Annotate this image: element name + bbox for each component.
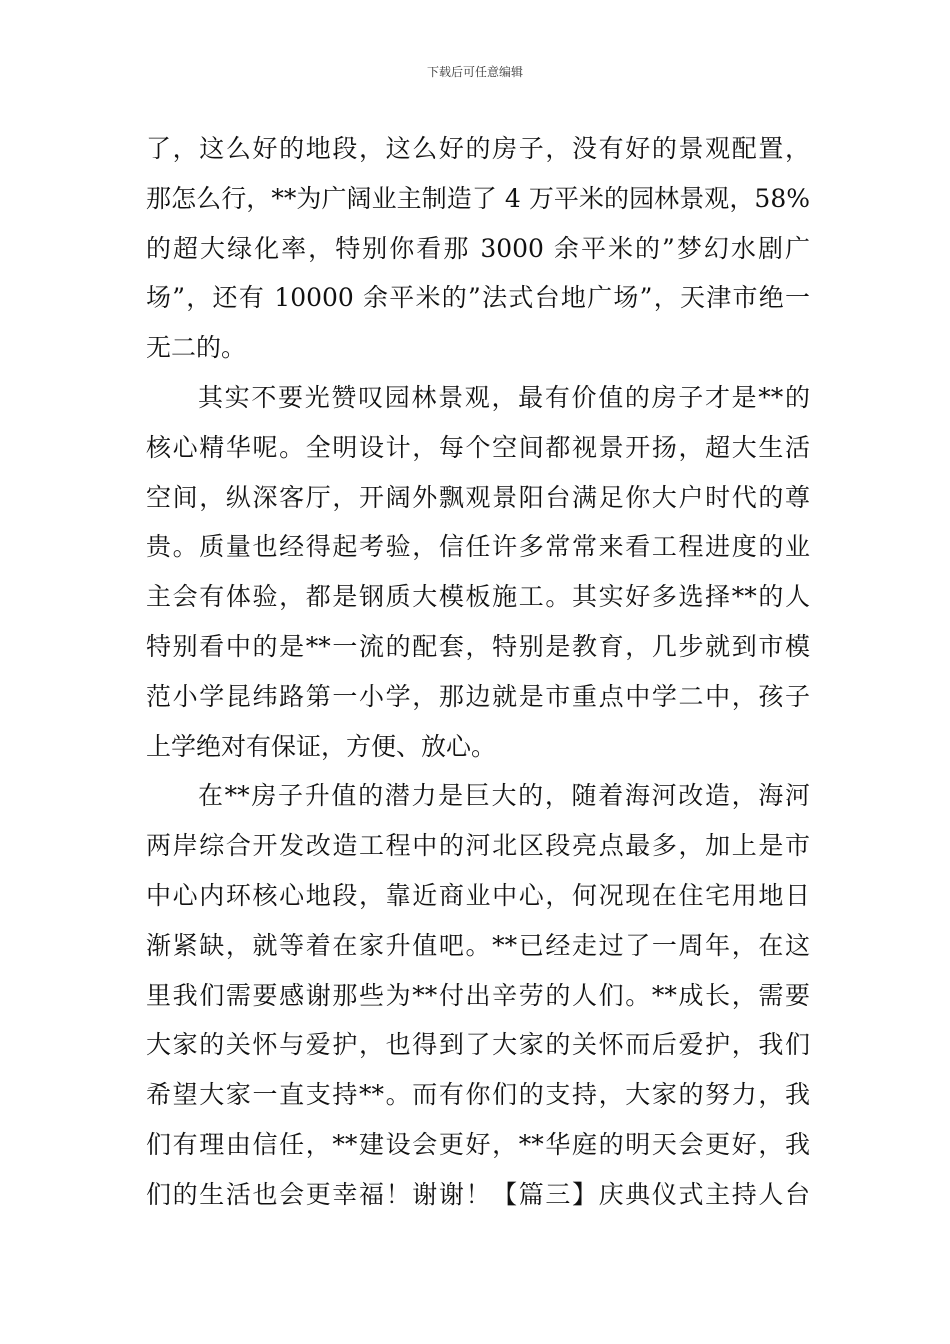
text-line: 们有理由信任，**建设会更好，**华庭的明天会更好，我: [146, 1129, 810, 1159]
paragraph-2: [146, 373, 810, 771]
text-line: 场”，还有 10000 余平米的”法式台地广场”，天津市绝一: [146, 283, 810, 313]
text-line: 无二的。: [146, 333, 247, 363]
paragraph-1: [146, 124, 810, 373]
text-line: 们的生活也会更幸福！谢谢！【篇三】庆典仪式主持人台: [146, 1179, 810, 1209]
document-body: [146, 124, 810, 1220]
text-line: 范小学昆纬路第一小学，那边就是市重点中学二中，孩子: [146, 681, 810, 711]
text-line: 希望大家一直支持**。而有你们的支持，大家的努力，我: [146, 1080, 810, 1110]
text-line: 核心精华呢。全明设计，每个空间都视景开扬，超大生活: [146, 432, 810, 462]
text-line: 主会有体验，都是钢质大模板施工。其实好多选择**的人: [146, 582, 810, 612]
text-line: 在**房子升值的潜力是巨大的，随着海河改造，海河: [198, 781, 810, 811]
text-line: 渐紧缺，就等着在家升值吧。**已经走过了一周年，在这: [146, 930, 810, 960]
text-line: 其实不要光赞叹园林景观，最有价值的房子才是**的: [198, 382, 810, 412]
text-line: 特别看中的是**一流的配套，特别是教育，几步就到市模: [146, 631, 810, 661]
text-line: 贵。质量也经得起考验，信任许多常常来看工程进度的业: [146, 532, 810, 562]
text-line: 上学绝对有保证，方便、放心。: [146, 731, 497, 761]
text-line: 两岸综合开发改造工程中的河北区段亮点最多，加上是市: [146, 831, 810, 861]
text-line: 里我们需要感谢那些为**付出辛劳的人们。**成长，需要: [146, 980, 810, 1010]
page-header: 下载后可任意编辑: [426, 65, 523, 79]
text-line: 大家的关怀与爱护，也得到了大家的关怀而后爱护，我们: [146, 1030, 810, 1060]
text-line: 的超大绿化率，特别你看那 3000 余平米的”梦幻水剧广: [146, 233, 810, 263]
text-line: 了，这么好的地段，这么好的房子，没有好的景观配置，: [146, 134, 810, 163]
text-line: 那怎么行，**为广阔业主制造了 4 万平米的园林景观，58%: [146, 183, 810, 213]
paragraph-3: [146, 771, 810, 1219]
text-line: 空间，纵深客厅，开阔外飘观景阳台满足你大户时代的尊: [146, 482, 810, 512]
text-line: 中心内环核心地段，靠近商业中心，何况现在住宅用地日: [146, 880, 810, 910]
